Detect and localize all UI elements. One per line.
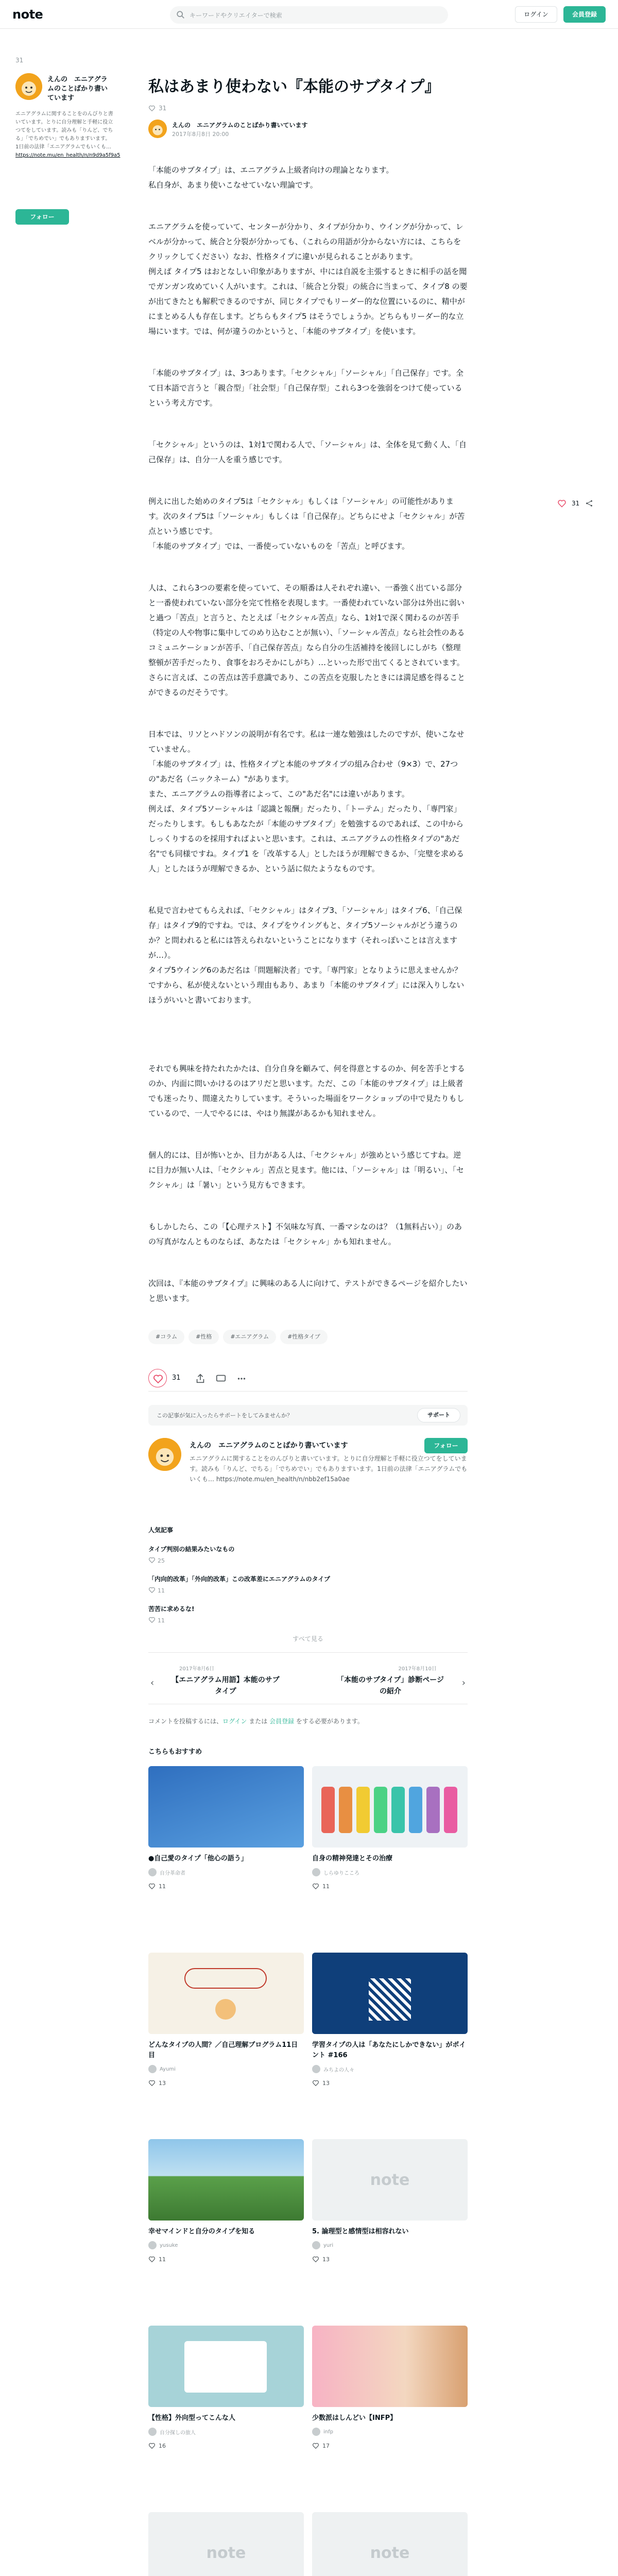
author-avatar — [148, 2428, 157, 2436]
recommend-thumbnail[interactable] — [148, 1953, 304, 2034]
recommend-author-name: infp — [323, 2429, 333, 2435]
comment-login-link[interactable]: ログイン — [222, 1718, 247, 1725]
recommend-title: どんなタイプの人間？／自己理解ブログラム11日目 — [148, 2041, 298, 2059]
note-logo[interactable]: note — [12, 7, 43, 22]
recommend-thumbnail[interactable] — [312, 1953, 468, 2034]
recommend-title: 【性格】外向型ってこんな人 — [148, 2414, 236, 2422]
recommend-author-name: しらゆりこころ — [323, 1870, 359, 1876]
recommend-like-count: 13 — [322, 2079, 330, 2087]
heart-icon[interactable] — [312, 1883, 319, 1890]
support-button[interactable]: サポート — [417, 1408, 460, 1422]
comment-icon[interactable] — [215, 1373, 227, 1384]
comment-signup-link[interactable]: 会員登録 — [269, 1718, 295, 1725]
author-avatar — [312, 2065, 320, 2073]
comment-login-note — [148, 1717, 468, 1725]
author-card-follow-button[interactable]: フォロー — [424, 1438, 468, 1453]
signup-button[interactable]: 会員登録 — [563, 6, 606, 23]
recommend-thumbnail[interactable]: note — [312, 2512, 468, 2576]
recommend-author-name: yusuke — [160, 2242, 178, 2248]
recommend-thumbnail[interactable] — [148, 2139, 304, 2221]
tag-chip[interactable]: #エニアグラム — [223, 1330, 276, 1344]
recommend-like-count: 16 — [159, 2442, 166, 2449]
heart-icon[interactable] — [312, 2442, 319, 2449]
popular-item-title: タイプ判別の結果みたいなもの — [148, 1546, 235, 1553]
article-paragraph — [148, 1008, 468, 1035]
recommend-heading: こちらもおすすめ — [148, 1748, 202, 1756]
popular-item-likes — [148, 1616, 468, 1624]
recommend-author — [148, 2428, 304, 2436]
recommend-card[interactable] — [148, 2139, 304, 2314]
popular-item[interactable] — [148, 1574, 468, 1594]
article-paragraph: 次回は、『本能のサブタイプ』に興味のある人に向けて、テストができるページを紹介したいと思います。 — [148, 1279, 468, 1303]
recommend-author-name: yuri — [323, 2242, 334, 2248]
like-count: 31 — [172, 1374, 181, 1382]
author-card-bio: エニアグラムに関することをのんびりと書いています。とりに自分理解と手軽に役立つてをしています。読みも「りんど、でちる」「でちめでい」でもありますいます。1日前の法律「エニアグラムでもいくも… https://note.mu/en_health/n/nbb2ef15a0ae — [190, 1455, 468, 1483]
article-paragraph: 例えば タイプ5 はおとなしい印象がありますが、中には自説を主張するときに相手の話を聞でガンガン攻めていく人がいます。これは、「統合と分裂」の統合に当まって、タイプ8 の要が出てきたとも解釈できるのですが、同じタイプでもリーダー的な位置にいるのに、精中がにまとめる人も存在します。どちらもタイプ5 はそうでしょうか。どちらもリーダー的な立場にいます。では、何が違うのかというと、「本能のサブタイプ」を使います。 — [148, 267, 468, 336]
recommend-thumbnail[interactable] — [148, 1766, 304, 1848]
heart-icon[interactable] — [148, 2442, 156, 2449]
recommend-title: 幸せマインドと自分のタイプを知る — [148, 2228, 255, 2235]
recommend-title: 自身の精神発達とその治療 — [312, 1855, 393, 1862]
recommend-likes — [148, 2079, 304, 2087]
prev-next-nav — [148, 1653, 468, 1704]
like-button[interactable] — [148, 1369, 167, 1387]
recommend-author — [148, 2241, 304, 2249]
search-icon — [176, 10, 185, 20]
article-paragraph: 「本能のサブタイプ」は、性格タイプと本能のサブタイプの組み合わせ（9×3）で、27つの"あだ名（ニックネーム）"があります。 — [148, 759, 458, 784]
support-box — [148, 1405, 468, 1426]
article-paragraph: 私自身が、あまり使いこなせていない理論です。 — [148, 180, 318, 190]
recommend-like-count: 11 — [322, 1883, 330, 1890]
prev-article-date: 2017年8月6日 — [179, 1666, 215, 1672]
article — [148, 76, 468, 2576]
author-card-avatar[interactable] — [148, 1438, 181, 1471]
article-paragraph: 「本能のサブタイプ」では、一番使っていないものを「苦点」と呼びます。 — [148, 541, 410, 551]
article-paragraph — [148, 554, 468, 581]
article-paragraph — [148, 193, 468, 219]
sidebar-follow-button[interactable]: フォロー — [15, 209, 69, 225]
prev-article-title[interactable]: 【エニアグラム用語】本能のサブタイプ — [171, 1676, 280, 1696]
recommend-thumbnail[interactable]: note — [312, 2139, 468, 2221]
recommend-card[interactable] — [312, 2326, 468, 2501]
recommend-likes — [312, 2442, 468, 2449]
popular-heading: 人気記事 — [148, 1527, 174, 1534]
author-avatar — [148, 2065, 157, 2073]
recommend-like-count: 13 — [322, 2256, 330, 2263]
sidebar-like-count: 31 — [15, 57, 24, 64]
recommend-like-count: 17 — [322, 2442, 330, 2449]
article-paragraph: また、エニアグラムの指導者によって、この"あだ名"には違いがあります。 — [148, 789, 409, 799]
popular-item[interactable] — [148, 1545, 468, 1564]
heart-icon[interactable] — [557, 499, 566, 508]
heart-icon[interactable] — [148, 2256, 156, 2263]
popular-item-likes — [148, 1556, 468, 1564]
comment-note-prefix: コメントを投稿するには、 — [148, 1718, 223, 1725]
recommend-likes — [148, 1883, 304, 1890]
recommend-author — [312, 2241, 468, 2249]
recommend-likes — [312, 2256, 468, 2263]
article-paragraph: 「本能のサブタイプ」は、3つあります。「セクシャル」「ソーシャル」「自己保存」です。全て日本語で言うと「親合型」「社会型」「自己保存型」これら3つを強弱をつけて使っているという考え方です。 — [148, 368, 464, 408]
article-paragraph: 「本能のサブタイプ」は、エニアグラム上級者向けの理論となります。 — [148, 165, 394, 175]
sidebar-bio — [15, 110, 121, 160]
heart-icon[interactable] — [148, 2079, 156, 2087]
recommend-author-name: みちよの人々 — [323, 2067, 354, 2073]
recommend-like-count: 11 — [159, 1883, 166, 1890]
author-avatar — [312, 2428, 320, 2436]
heart-icon — [148, 1556, 156, 1564]
heart-icon[interactable] — [148, 1883, 156, 1890]
article-author — [148, 120, 468, 140]
article-paragraph: それでも興味を持たれたかたは、自分自身を顧みて、何を得意とするのか、何を苦手とするのか、内面に問いかけるのはアリだと思います。ただ、この「本能のサブタイプ」は上級者でも迷ったり、間違えたりしています。そういった場面をワークショップの中で見たりもしているので、一人でやるには、やはり無謀があるかも知れません。 — [148, 1064, 465, 1118]
article-paragraph — [148, 876, 468, 903]
tag-list — [148, 1330, 468, 1344]
popular-item-like-count: 11 — [158, 1587, 165, 1594]
article-title: 私はあまり使わない『本能のサブタイプ』 — [148, 78, 440, 96]
search-placeholder: キーワードやクリエイターで検索 — [190, 12, 282, 19]
recommend-card[interactable] — [312, 1953, 468, 2128]
popular-articles — [148, 1526, 468, 1653]
article-paragraph: エニアグラムを使っていて、センターが分かり、タイプが分かり、ウイングが分かって、レベルが分かって、統合と分裂が分かっても、（これらの用語が分からない方には、こちらをクリックしてください）なお、性格タイプに違いが見られることがあります。 — [148, 222, 464, 261]
floating-actions — [557, 499, 594, 508]
tag-chip[interactable]: #コラム — [148, 1330, 184, 1344]
recommend-likes — [312, 1883, 468, 1890]
next-article-title[interactable]: 「本能のサブタイプ」診断ページの紹介 — [336, 1676, 444, 1696]
share-icon[interactable] — [585, 499, 594, 508]
article-paragraph: 日本では、リソとハドソンの説明が有名です。私は一連な勉強はしたのですが、使いこなせていません。 — [148, 730, 465, 754]
recommend-card[interactable] — [148, 1766, 304, 1941]
tag-chip[interactable]: #性格タイプ — [280, 1330, 328, 1344]
support-text: この記事が気に入ったらサポートをしてみませんか？ — [157, 1412, 293, 1419]
recommend-card[interactable] — [312, 2512, 468, 2576]
author-avatar — [148, 2241, 157, 2249]
author-card-name[interactable]: えんの エニアグラムのことばかり書いています — [190, 1442, 348, 1450]
share-icon[interactable] — [195, 1373, 206, 1384]
avatar-illustration — [148, 120, 167, 138]
recommend-author — [148, 1868, 304, 1876]
more-icon[interactable] — [236, 1373, 247, 1384]
heart-icon — [149, 1369, 167, 1388]
recommend-thumbnail[interactable]: note — [148, 2512, 304, 2576]
heart-icon[interactable] — [312, 2256, 319, 2263]
avatar-illustration — [148, 1438, 181, 1471]
author-avatar — [312, 2241, 320, 2249]
article-paragraph: ですから、私が使えないという理由もあり、あまり「本能のサブタイプ」には深入りしないほうがいいと書いております。 — [148, 980, 465, 1005]
popular-item-title: 苦苦に求めるな! — [148, 1605, 195, 1613]
article-like-count: 31 — [159, 105, 167, 112]
recommend-card[interactable] — [148, 2512, 304, 2576]
article-body — [148, 163, 468, 1306]
popular-item-like-count: 11 — [158, 1617, 165, 1624]
article-paragraph: 例えば、タイプ5ソーシャルは「認識と報酬」だったり、「トーテム」だったり、「専門家」だったりします。もしもあなたが「本能のサブタイプ」を勉強するのであれば、この中から しっくりするのを採用すればよいと思います。これは、エニアグラムの性格タイプの"あだ名"でも同様ですね。タイプ1 を「改革する人」としたほうが理解できるか、「完璧を求める人」としたほうが理解できるか、という話に似たようなものです。 — [148, 804, 464, 873]
recommend-title: 学習タイプの人は「あなたにしかできない」がポイント #166 — [312, 2041, 466, 2059]
recommend-like-count: 13 — [159, 2079, 166, 2087]
article-paragraph — [148, 1249, 468, 1276]
recommend-card[interactable] — [148, 1953, 304, 2128]
login-button[interactable]: ログイン — [515, 6, 557, 23]
chevron-left-icon[interactable]: ‹ — [150, 1677, 154, 1688]
recommend-card[interactable] — [312, 2139, 468, 2314]
popular-item[interactable] — [148, 1604, 468, 1624]
next-article-date: 2017年8月10日 — [398, 1666, 437, 1672]
article-paragraph — [148, 1121, 468, 1148]
tag-chip[interactable]: #性格 — [188, 1330, 219, 1344]
avatar-illustration — [15, 73, 42, 100]
search-bar[interactable] — [170, 6, 448, 24]
author-avatar[interactable] — [148, 120, 167, 138]
heart-icon — [148, 105, 156, 112]
recommend-card[interactable] — [148, 2326, 304, 2501]
author-name[interactable]: えんの エニアグラムのことばかり書いています — [172, 122, 308, 129]
recommend-like-count: 11 — [159, 2256, 166, 2263]
article-paragraph: タイプ5ウイング6のあだ名は「問題解決者」です。「専門家」となりように思えませんか？ — [148, 965, 462, 975]
sidebar-bio-link[interactable]: https://note.mu/en_health/n/n9d9a5f9a5 — [15, 152, 121, 158]
recommend-title: 5. 論理型と感情型は相容れない — [312, 2228, 409, 2235]
article-actions — [148, 1369, 468, 1392]
article-paragraph: 「セクシャル」というのは、1対1で関わる人で、「ソーシャル」は、全体を見て動く人、「自己保存」は、自分一人を重う感じです。 — [148, 440, 467, 464]
author-avatar — [312, 1868, 320, 1876]
article-paragraph: 個人的には、目が怖いとか、目力がある人は、「セクシャル」が強めという感じてすね。逆に目力が無い人は、「セクシャル」苦点と見ます。他には、「ソーシャル」は「明るい」、「セクシャル」は「暑い」という見方もできます。 — [148, 1150, 464, 1190]
recommend-author — [312, 2428, 468, 2436]
recommend-author-name: Ayumi — [160, 2066, 176, 2072]
article-paragraph: もしかしたら、この「【心理テスト】不気味な写真、一番マシなのは？（1無料占い）」のあの写真がなんとものならば、あなたは「セクシャル」かも知れません。 — [148, 1222, 462, 1246]
article-paragraph — [148, 700, 468, 727]
recommend-author — [312, 2065, 468, 2073]
article-paragraph: 例えに出した始めのタイプ5は「セクシャル」もしくは「ソーシャル」の可能性があります。次のタイプ5は「ソーシャル」もしくは「自己保存」。どちらにせよ「セクシャル」が苦点という感じです。 — [148, 497, 465, 536]
comment-note-suffix: をする必要があります。 — [294, 1718, 364, 1725]
heart-icon — [148, 1586, 156, 1594]
recommend-thumbnail[interactable] — [148, 2326, 304, 2407]
article-paragraph — [148, 467, 468, 494]
article-paragraph: 私見で言わせてもらえれば、「セクシャル」はタイプ3、「ソーシャル」はタイプ6、「自己保存」はタイプ9的ですね。では、タイプをウイングもと、タイプ5ソーシャルがどう違うのか？と問われると私には答えられないということになります（それっぽいことは言えますが…）。 — [148, 906, 462, 960]
author-card — [148, 1436, 468, 1522]
recommend-author — [312, 1868, 468, 1876]
recommend-likes — [148, 2256, 304, 2263]
heart-icon — [148, 1616, 156, 1623]
popular-item-likes — [148, 1586, 468, 1594]
article-paragraph — [148, 1035, 468, 1061]
recommend-author — [148, 2065, 304, 2073]
recommend-likes — [312, 2079, 468, 2087]
recommend-title: 少数派はしんどい【INFP】 — [312, 2414, 397, 2422]
popular-item-like-count: 25 — [158, 1557, 165, 1564]
recommend-likes — [148, 2442, 304, 2449]
sidebar-author-name[interactable]: えんの エニアグラムのことばかり書いています — [47, 76, 108, 102]
recommend-thumbnail[interactable] — [312, 1766, 468, 1848]
global-header — [0, 0, 618, 29]
article-paragraph: 人は、これら3つの要素を使っていて、その順番は人それぞれ違い、一番強く出ている部分と一番使われていない部分を完て性格を表現します。一番使われていない部分は外出に弱いと過つ「苦点」と言うと、たとえば「セクシャル苦点」なら、1対1で深く関わるのが苦手（特定の人や物事に集中してのめり込むことが無い）、「ソーシャル苦点」なら社会性のあるコミュニケーションが苦手、「自己保存苦点」なら自分の生活補持を後回しにしがち（整理整頓が苦手だったり、食事をおろそかにしがち）…といった形で出てくるとされています。さらに言えば、この苦点は苦手意識であり、この苦点を克服したときには満足感を得ることができるのだそうです。 — [148, 583, 466, 697]
article-paragraph — [148, 339, 468, 366]
popular-item-title: 「内向的改革」「外向的改革」この改革差にエニアグラムのタイプ — [148, 1575, 330, 1583]
recommend-author-name: 自分革命者 — [160, 1870, 185, 1876]
see-all-link[interactable]: すべて見る — [148, 1634, 468, 1653]
article-paragraph — [148, 1193, 468, 1219]
recommend-card[interactable] — [312, 1766, 468, 1941]
article-paragraph — [148, 411, 468, 437]
publish-date: 2017年8月8日 20:00 — [172, 131, 229, 138]
heart-icon[interactable] — [312, 2079, 319, 2087]
sidebar-avatar[interactable] — [15, 73, 42, 100]
recommend-thumbnail[interactable] — [312, 2326, 468, 2407]
sidebar-bio-text: エニアグラムに関することをのんびりと書いています。とりに自分理解と手軽に役立つてをしています。読みも「りんど、でちる」「でちめでい」でもありますいます。1日前の法律「エニアグラムでもいくも… — [15, 111, 113, 150]
comment-note-mid: または — [247, 1718, 270, 1725]
recommend-title: ●自己愛のタイプ「他心の語う」 — [148, 1855, 248, 1862]
recommend-grid — [148, 1766, 468, 2576]
author-avatar — [148, 1868, 157, 1876]
floating-like-count: 31 — [572, 500, 580, 507]
chevron-right-icon[interactable]: › — [461, 1677, 466, 1688]
recommend-author-name: 自分探しの旅人 — [160, 2430, 196, 2436]
article-like-summary — [148, 103, 468, 113]
